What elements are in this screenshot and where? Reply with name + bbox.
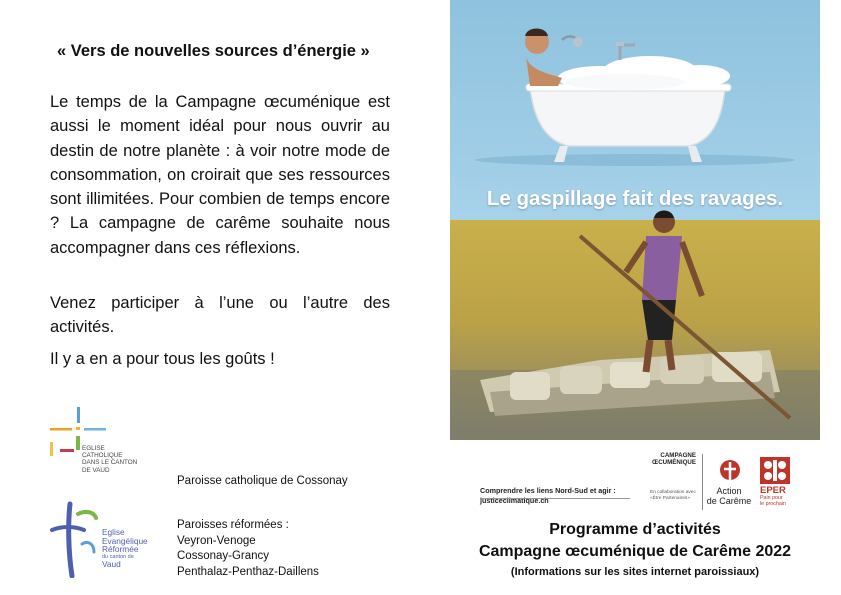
collaboration-note: En collaboration avec «Être Partenaires»	[650, 490, 696, 501]
poster-slogan: Le gaspillage fait des ravages.	[486, 187, 784, 210]
campaign-poster	[450, 0, 820, 440]
action-careme-label	[703, 486, 755, 506]
intro-paragraph: Le temps de la Campagne œcuménique est aussi le moment idéal pour nous ouvrir au destin de notre planète : à voir notre mode de consommation, on croirait que ses ressources sont illimitées. Pour combien de temps encore ? La campagne de carême souhaite nous accompagner dans ces réflexions.	[50, 93, 390, 257]
campaign-name	[652, 452, 696, 466]
reformed-logo-small: du canton de	[102, 553, 134, 560]
link-url[interactable]: justiceclimatique.ch	[480, 496, 549, 505]
poster-illustration	[450, 0, 820, 440]
eper-logo-icon	[760, 457, 790, 484]
reformed-church-logo	[48, 500, 100, 578]
invitation-paragraph: Venez participer à l’une ou l’autre des activités.	[50, 294, 390, 337]
reformed-heading: Paroisses réformées :	[177, 519, 289, 531]
catholic-parish-name: Paroisse catholique de Cossonay	[177, 475, 348, 487]
reformed-logo-text	[102, 528, 148, 569]
reformed-logo-line: Evangélique	[102, 535, 148, 546]
reformed-parishes-block	[177, 518, 319, 580]
reformed-logo-line: Eglise	[102, 527, 125, 537]
reformed-parish: Penthalaz-Penthaz-Daillens	[177, 565, 319, 578]
campaign-name-line: ŒCUMÉNIQUE	[652, 459, 697, 466]
action-careme-line: Action	[716, 486, 742, 496]
strip-divider	[480, 498, 630, 499]
eper-tagline	[760, 496, 786, 507]
climate-justice-text	[480, 486, 616, 506]
campaign-name-line: CAMPAGNE	[660, 452, 697, 459]
catholic-logo-line: DANS LE CANTON	[82, 459, 138, 467]
link-caption: Comprendre les liens Nord-Sud et agir :	[480, 486, 616, 495]
eper-tagline-line: le prochain	[760, 500, 786, 507]
closing-paragraph: Il y a en a pour tous les goûts !	[50, 350, 275, 368]
catholic-logo-line: DE VAUD	[82, 466, 110, 474]
catholic-logo-text	[82, 445, 137, 474]
program-note: (Informations sur les sites internet paroissiaux)	[510, 566, 760, 578]
reformed-parish: Veyron-Venoge	[177, 534, 256, 547]
eper-name: EPER	[760, 485, 786, 496]
program-title: Programme d’activités	[549, 521, 721, 538]
eper-tagline-line: Pain pour	[760, 495, 783, 501]
catholic-logo-line: CATHOLIQUE	[82, 452, 123, 460]
reformed-parish: Cossonay-Grancy	[177, 550, 270, 562]
reformed-logo-line: Réformée	[102, 544, 139, 555]
leaflet-title: « Vers de nouvelles sources d’énergie »	[57, 42, 370, 60]
reformed-logo-line: Vaud	[102, 559, 121, 570]
catholic-logo-line: EGLISE	[82, 445, 105, 452]
action-careme-line: de Carême	[706, 496, 752, 506]
action-careme-icon	[719, 458, 741, 484]
program-subtitle: Campagne œcuménique de Carême 2022	[478, 543, 792, 560]
